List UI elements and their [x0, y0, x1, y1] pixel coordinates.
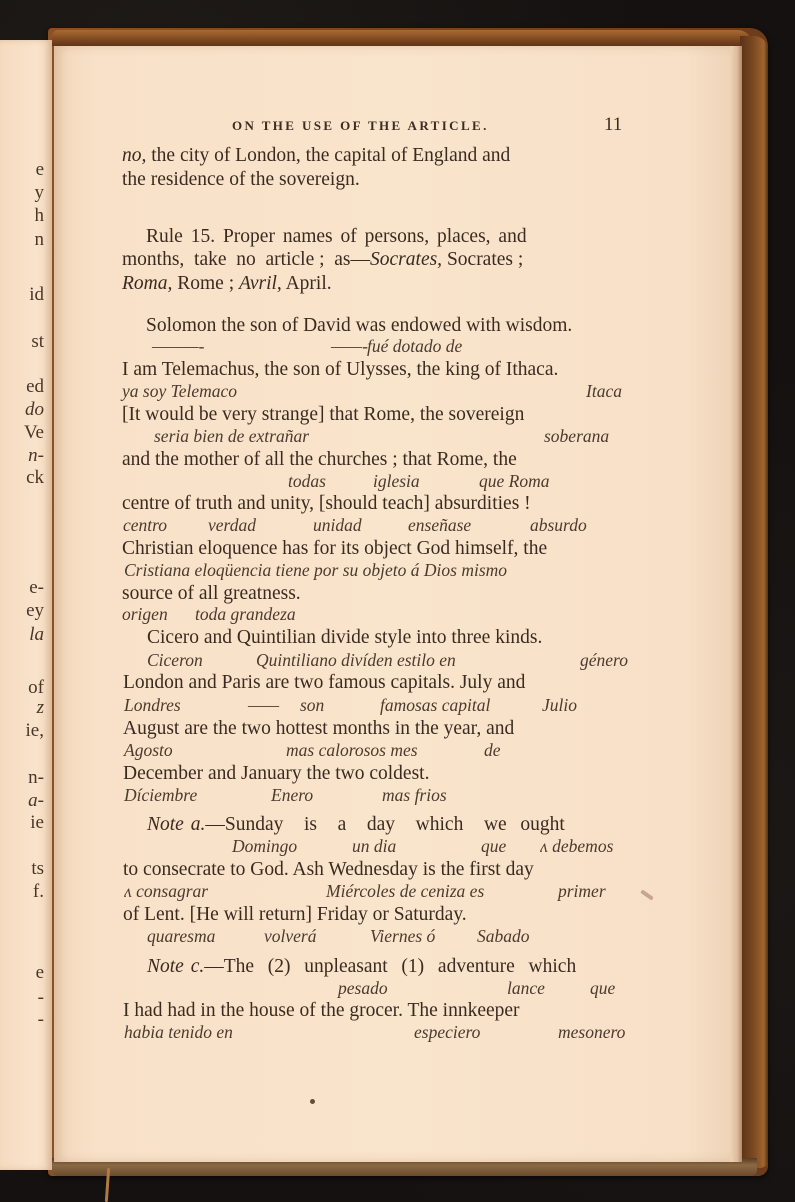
left-fragment: h: [34, 205, 44, 226]
left-fragment: n-: [28, 767, 44, 788]
gloss-word: Julio: [542, 695, 577, 715]
italic-word: no,: [122, 145, 147, 166]
left-fragment: ed: [26, 376, 44, 397]
gloss-word: que Roma: [479, 471, 550, 491]
left-fragment: e-: [29, 577, 44, 598]
example-line: Solomon the son of David was endowed with wisdom.: [146, 315, 573, 336]
gloss-word: Cristiana eloqüencia tiene por su objeto á Dios mismo: [124, 560, 508, 580]
left-fragment: e: [35, 159, 44, 180]
example-line: [It would be very strange] that Rome, the sovereign: [122, 404, 525, 425]
gloss-word: que: [481, 836, 507, 856]
gloss-word: pesado: [338, 978, 388, 998]
left-fragment: ie: [30, 812, 44, 833]
example-line: Christian eloquence has for its object God himself, the: [122, 538, 548, 559]
example-line: August are the two hottest months in the year, and: [123, 718, 515, 739]
left-fragment: f.: [32, 881, 44, 902]
gloss-word: absurdo: [530, 515, 587, 535]
line-text: —Sunday is a day which we ought: [205, 814, 565, 835]
text-line: [122, 146, 510, 166]
gloss-word: Domingo: [232, 836, 298, 856]
gloss-word: toda grandeza: [195, 604, 296, 624]
note-a-line: [147, 815, 565, 835]
gloss-word: Quintiliano divíden estilo en: [256, 650, 456, 670]
gloss-word: mesonero: [558, 1022, 626, 1042]
ink-dot: [310, 1099, 315, 1104]
gloss-word: iglesia: [373, 471, 420, 491]
gloss-word: centro: [123, 515, 168, 535]
gloss-word: especiero: [414, 1022, 481, 1042]
example-line: London and Paris are two famous capitals. July and: [123, 672, 526, 693]
gloss-word: son: [300, 695, 325, 715]
running-header: ON THE USE OF THE ARTICLE.: [232, 118, 489, 133]
gloss-word: habia tenido en: [124, 1022, 233, 1042]
gloss-word: ya soy Telemaco: [122, 381, 238, 401]
gloss-word: ʌ consagrar: [124, 881, 209, 901]
left-fragment: id: [29, 284, 44, 305]
note-label: Note a.: [147, 814, 206, 835]
gloss-word: Miércoles de ceniza es: [326, 881, 485, 901]
left-fragment: z: [36, 697, 44, 718]
left-fragment: a-: [28, 790, 44, 811]
gloss-word: ʌ debemos: [540, 836, 614, 856]
cover-right-edge: [740, 36, 768, 1168]
gloss-word: enseñase: [408, 515, 472, 535]
gloss-word: volverá: [264, 926, 317, 946]
gloss-word: origen: [122, 604, 168, 624]
italic-word: Avril,: [239, 273, 282, 294]
text-line: the residence of the sovereign.: [122, 169, 360, 190]
line-text: —The (2) unpleasant (1) adventure which: [204, 956, 577, 977]
rule-heading-line: Rule 15. Proper names of persons, places, and: [146, 226, 527, 247]
example-line: December and January the two coldest.: [123, 763, 430, 784]
note-a-line: to consecrate to God. Ash Wednesday is the first day: [123, 859, 534, 880]
gloss-word: Agosto: [124, 740, 173, 760]
left-fragment: la: [29, 624, 44, 645]
text-line: [122, 274, 332, 294]
note-c-line: I had had in the house of the grocer. The innkeeper: [123, 1000, 520, 1021]
italic-word: Roma,: [122, 273, 173, 294]
left-page-fragment: [0, 40, 52, 1170]
gloss-word: Londres: [124, 695, 181, 715]
example-line: I am Telemachus, the son of Ulysses, the king of Ithaca.: [122, 359, 559, 380]
gloss-word: primer: [558, 881, 606, 901]
left-fragment: ts: [31, 858, 44, 879]
gloss-word: Itaca: [586, 381, 622, 401]
gloss-word: lance: [507, 978, 545, 998]
left-fragment: ck: [26, 467, 44, 488]
gloss-word: Viernes ó: [370, 926, 436, 946]
left-fragment: do: [25, 399, 44, 420]
left-fragment: Ve: [23, 422, 44, 443]
line-text: the city of London, the capital of England and: [146, 145, 511, 166]
gloss-word: fué dotado de: [367, 336, 463, 356]
example-line: source of all greatness.: [122, 583, 301, 604]
gloss-word: género: [580, 650, 628, 670]
line-text: months, take no article ; as—: [122, 249, 371, 270]
left-fragment: ey: [26, 600, 44, 621]
note-label: Note c.: [147, 956, 205, 977]
gloss-word: Enero: [271, 785, 314, 805]
gloss-word: un dia: [352, 836, 397, 856]
gloss-word: unidad: [313, 515, 362, 535]
line-text: Socrates ;: [442, 249, 524, 270]
gloss-word: todas: [288, 471, 326, 491]
note-c-line: [147, 957, 576, 977]
gloss-word: Sabado: [477, 926, 530, 946]
cover-top-edge: [52, 30, 752, 46]
page-edge: [730, 46, 742, 1162]
gloss-word: soberana: [544, 426, 610, 446]
gloss-word: mas calorosos mes: [286, 740, 418, 760]
italic-word: Socrates,: [370, 249, 443, 270]
left-fragment: e: [35, 962, 44, 983]
left-fragment: y: [34, 182, 44, 203]
left-fragment: ie,: [25, 720, 44, 741]
note-a-line: of Lent. [He will return] Friday or Saturday.: [123, 904, 467, 925]
gloss-word: ——-: [331, 336, 368, 356]
example-line: and the mother of all the churches ; that Rome, the: [122, 449, 517, 470]
left-fragment: -: [37, 1009, 44, 1030]
gloss-word: verdad: [208, 515, 256, 535]
text-line: [122, 250, 523, 270]
gloss-word: que: [590, 978, 616, 998]
gloss-word: seria bien de extrañar: [154, 426, 310, 446]
left-fragment: n-: [28, 445, 44, 466]
example-line: centre of truth and unity, [should teach] absurdities !: [122, 493, 531, 514]
gloss-word: ——: [248, 695, 280, 715]
page-number: 11: [604, 114, 623, 135]
gloss-word: Díciembre: [124, 785, 198, 805]
gloss-word: ———-: [152, 336, 205, 356]
left-fragment: n: [34, 229, 44, 250]
left-fragment: st: [31, 331, 44, 352]
left-fragment: -: [37, 987, 44, 1008]
left-fragment: of: [28, 677, 44, 698]
line-text: Rome ;: [172, 273, 239, 294]
example-line: Cicero and Quintilian divide style into three kinds.: [147, 627, 543, 648]
gloss-word: de: [484, 740, 501, 760]
gloss-word: mas frios: [382, 785, 447, 805]
gloss-word: quaresma: [147, 926, 216, 946]
line-text: April.: [281, 273, 332, 294]
gloss-word: famosas capital: [380, 695, 491, 715]
gloss-word: Ciceron: [147, 650, 203, 670]
